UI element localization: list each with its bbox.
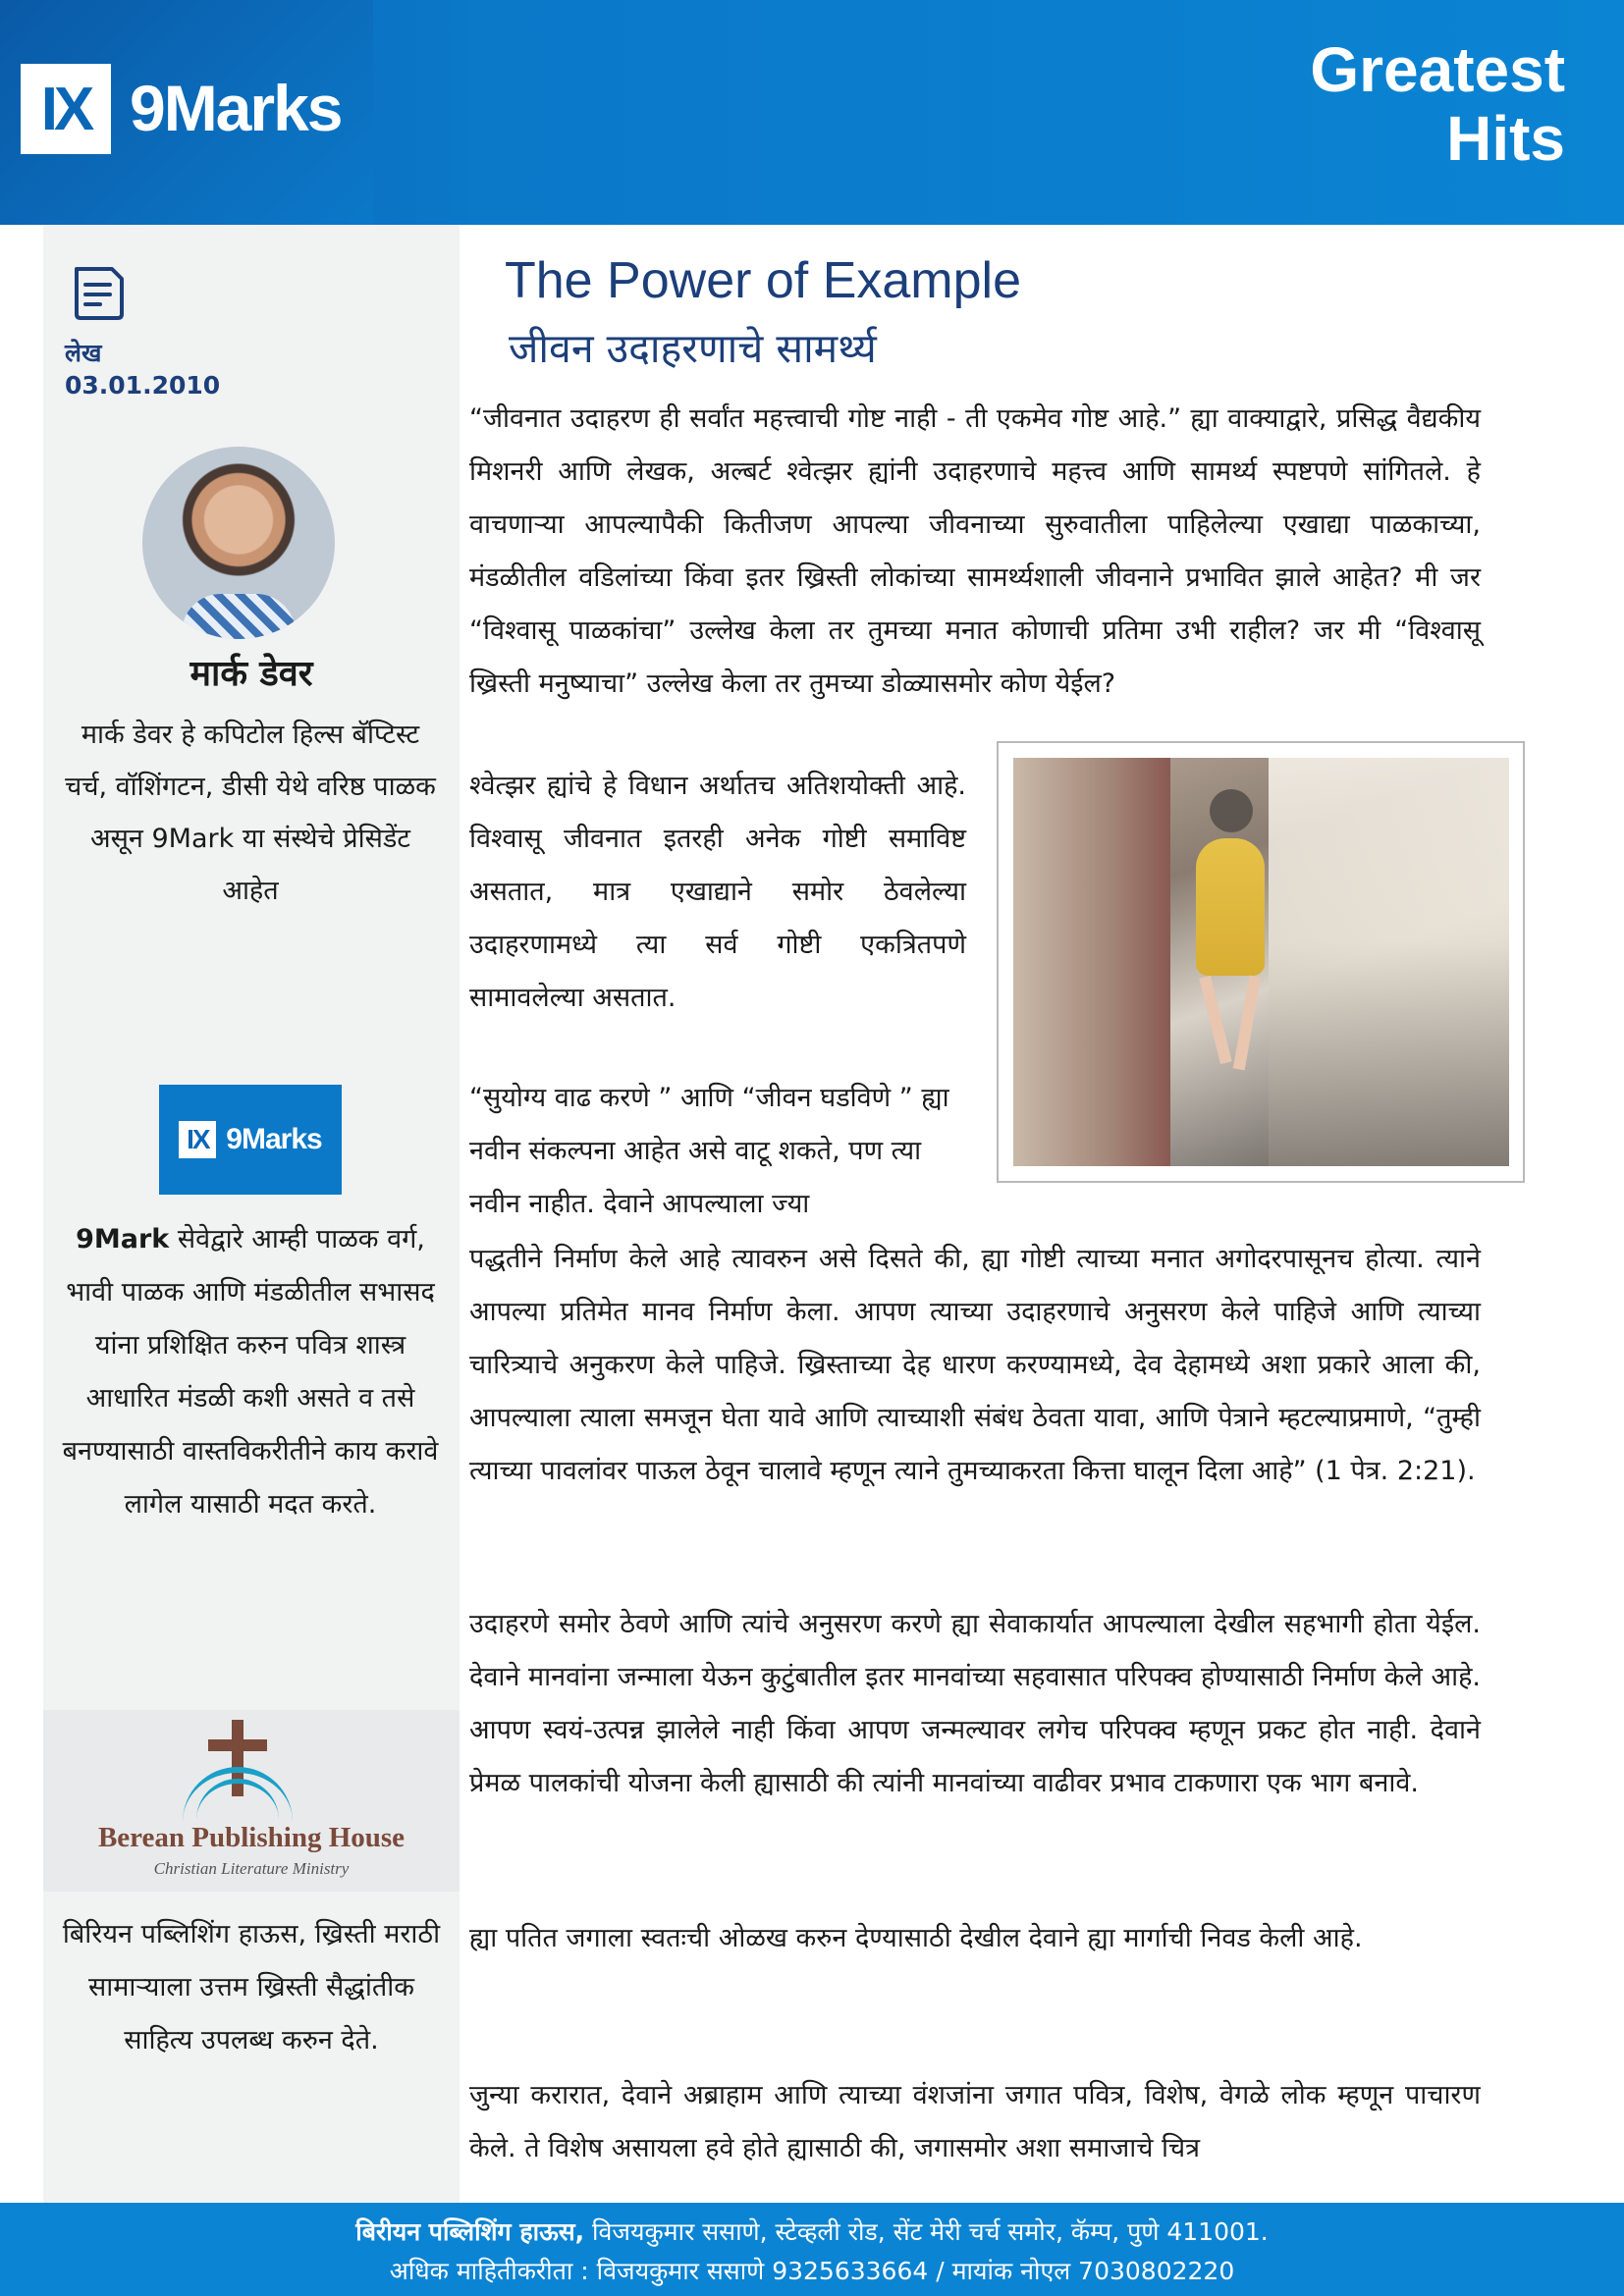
article-paragraph-6: ह्या पतित जगाला स्वतःची ओळख करुन देण्यासाठी देखील देवाने ह्या मार्गाची निवड केली आहे. (469, 1923, 1363, 1953)
photo-girl-leg (1233, 976, 1261, 1071)
article-date: 03.01.2010 (65, 371, 221, 400)
photo-girl-dress (1196, 838, 1265, 976)
header-banner (0, 0, 1624, 225)
article-type-label: लेख (65, 339, 102, 367)
ministry-description (59, 1213, 442, 1531)
berean-description: बिरियन पब्लिशिंग हाऊस, ख्रिस्ती मराठी सामाऱ्याला उत्तम ख्रिस्ती सैद्धांतीक साहित्य उपलब्ध करुन देते. (62, 1919, 441, 2056)
ix-logo-mark (21, 64, 111, 154)
berean-logo-subtitle: Christian Literature Ministry (153, 1859, 350, 1878)
article-title-marathi: जीवन उदाहरणाचे सामर्थ्य (509, 325, 877, 372)
article-paragraph-1: “जीवनात उदाहरण ही सर्वांत महत्त्वाची गोष्ट नाही - ती एकमेव गोष्ट आहे.” ह्या वाक्याद्वारे, प्रसिद्ध वैद्यकीय मिशनरी आणि लेखक, अल्बर्ट श्वेत्झर ह्यांनी उदाहरणाचे महत्त्व आणि सामर्थ्य स्पष्टपणे सांगितले. हे वाचणाऱ्या आपल्यापैकी कितीजण आपल्या जीवनाच्या सुरुवातीला पाहिलेल्या एखाद्या पाळकाच्या, मंडळीतील वडिलांच्या किंवा इतर ख्रिस्ती लोकांच्या सामर्थ्यशाली जीवनाने प्रभावित झाले आहेत? मी जर “विश्वासू पाळकांचा” उल्लेख केला तर तुमच्या मनात कोणाची प्रतिमा उभी राहील? जर मी “विश्वासू ख्रिस्ती मनुष्याचा” उल्लेख केला तर तुमच्या डोळ्यासमोर कोण येईल? (469, 403, 1481, 699)
badge-line-1: Greatest (1310, 34, 1565, 105)
footer-address: विजयकुमार ससाणे, स्टेव्हली रोड, सेंट मेरी चर्च समोर, कॅम्प, पुणे 411001. (584, 2217, 1269, 2246)
author-bio: मार्क डेवर हे कपिटोल हिल्स बॅप्टिस्ट चर्च, वॉशिंगटन, डीसी येथे वरिष्ठ पाळक असून 9Mark या संस्थेचे प्रेसिडेंट आहेत (65, 720, 436, 906)
berean-logo-name: Berean Publishing House (97, 1822, 406, 1853)
article-paragraph-2: श्वेत्झर ह्यांचे हे विधान अर्थातच अतिशयोक्ती आहे. विश्वासू जीवनात इतरही अनेक गोष्टी समाविष्ट असतात, मात्र एखाद्याने समोर ठेवलेल्या उदाहरणामध्ये त्या सर्व गोष्टी एकत्रितपणे सामावलेल्या असतात. (469, 771, 966, 1013)
ministry-bold: 9Mark (76, 1224, 170, 1255)
article-paragraph-4: पद्धतीने निर्माण केले आहे त्यावरुन असे दिसते की, ह्या गोष्टी त्याच्या मनात अगोदरपासूनच होत्या. त्याने आपल्या प्रतिमेत मानव निर्माण केला. आपण त्याच्या उदाहरणाचे अनुसरण केले पाहिजे आणि त्याच्या चारित्र्याचे अनुकरण केले पाहिजे. ख्रिस्ताच्या देह धारण करण्यामध्ये, देव देहामध्ये अशा प्रकारे आला की, आपल्याला त्याला समजून घेता यावे आणि त्याच्याशी संबंध ठेवता यावा, आणि पेत्राने म्हटल्याप्रमाणे, “तुम्ही त्याच्या पावलांवर पाऊल ठेवून चालावे म्हणून त्याने तुमच्याकरता कित्ता घालून दिला आहे” (1 पेत्र. 2:21). (469, 1244, 1481, 1486)
photo-light (1269, 758, 1509, 1166)
photo-girl-leg (1199, 976, 1231, 1064)
greatest-hits-badge (1310, 35, 1565, 173)
ministry-text: सेवेद्वारे आम्ही पाळक वर्ग, भावी पाळक आणि मंडळीतील सभासद यांना प्रशिक्षित करुन पवित्र शास्त्र आधारित मंडळी कशी असते व तसे बनण्यासाठी वास्तविकरीतीने काय करावे लागेल यासाठी मदत करते. (62, 1224, 439, 1520)
footer-contact: अधिक माहितीकरीता : विजयकुमार ससाणे 9325633664 / मायांक नोएल 7030802220 (389, 2257, 1235, 2285)
mini-logo-mark: IX (179, 1121, 216, 1158)
article-title-english: The Power of Example (505, 252, 1022, 309)
article-paragraph-5: उदाहरणे समोर ठेवणे आणि त्यांचे अनुसरण करणे ह्या सेवाकार्यात आपल्याला देखील सहभागी होता येईल. देवाने मानवांना जन्माला येऊन कुटुंबातील इतर मानवांच्या सहवासात परिपक्व होण्यासाठी निर्माण केले आहे. आपण स्वयं-उत्पन्न झालेले नाही किंवा आपण जन्मल्यावर लगेच परिपक्व म्हणून प्रकट होत नाही. देवाने प्रेमळ पालकांची योजना केली ह्यासाठी की त्यांनी मानवांच्या वाढीवर प्रभाव टाकणारा एक भाग बनावे. (469, 1609, 1481, 1798)
document-icon (69, 263, 128, 322)
logo-mark-text: IX (40, 75, 91, 143)
author-name: मार्क डेवर (189, 654, 313, 694)
9marks-mini-logo (159, 1085, 342, 1195)
avatar-shirt (182, 594, 296, 639)
badge-line-2: Hits (1446, 103, 1565, 174)
logo-text: 9Marks (130, 72, 342, 144)
cross-icon-bar (208, 1739, 267, 1751)
logo-panel (0, 0, 373, 225)
footer (0, 2203, 1624, 2296)
footer-publisher: बिरीयन पब्लिशिंग हाऊस, (355, 2217, 585, 2246)
footer-address-line (0, 2215, 1624, 2248)
photo-wall (1013, 758, 1170, 1166)
article-photo-child-walking (1013, 758, 1509, 1166)
article-paragraph-3: “सुयोग्य वाढ करणे ” आणि “जीवन घडविणे ” ह्या नवीन संकल्पना आहेत असे वाटू शकते, पण त्या नवीन नाहीत. देवाने आपल्याला ज्या (469, 1083, 949, 1219)
author-avatar (142, 447, 335, 639)
photo-girl-head (1210, 789, 1253, 832)
mini-logo-text: 9Marks (226, 1123, 322, 1155)
article-paragraph-7: जुन्या करारात, देवाने अब्राहाम आणि त्याच्या वंशजांना जगात पवित्र, विशेष, वेगळे लोक म्हणून पाचारण केले. ते विशेष असायला हवे होते ह्यासाठी की, जगासमोर अशा समाजाचे चित्र (469, 2080, 1481, 2163)
